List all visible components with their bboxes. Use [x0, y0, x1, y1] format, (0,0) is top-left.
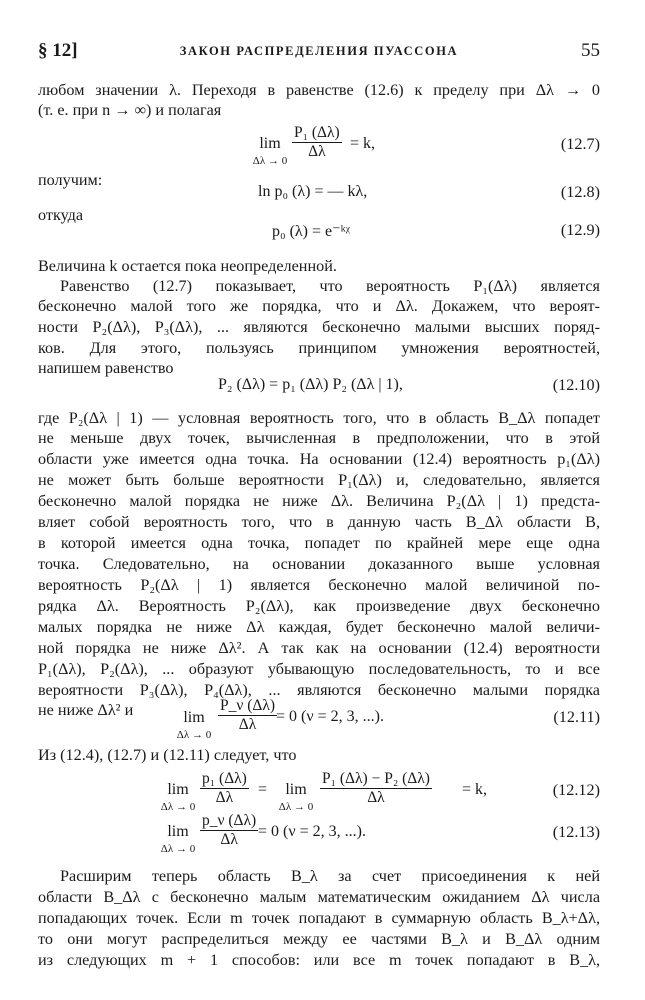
text-line: рядка Δλ. Вероятность P₂(Δλ), как произведение двух бесконечно	[38, 597, 600, 615]
text-line: области B_Δλ с бесконечно малым математическим ожиданием Δλ числа	[38, 888, 600, 906]
fraction: $\frac{\text{P₁ (Δλ) − P₂ (Δλ)}}{\Delta\lambda}$	[322, 770, 430, 806]
book-page: § 12] ЗАКОН РАСПРЕДЕЛЕНИЯ ПУАССОНА 55 любом значении λ. Переходя в равенстве (12.6) к пределу при Δλ → 0 (т. е. при n → ∞) и полагая lim Δλ → 0 $\frac{\text{P₁ (Δλ)}}{\Delta\lambda}$ = k, (12.7) получим: ln p₀ (λ) = — kλ, (12.8) откуда p₀ (λ) = e⁻ᵏᵡ (12.9) Величина k остается пока неопределенной. Равенство (12.7) показывает, что вероятность P₁(Δλ) является бесконечно малой того же порядка, что и Δλ. Докажем, что вероят- ности P₂(Δλ), P₃(Δλ), ... являются бесконечно малыми высших поряд- ков. Для этого, пользуясь принципом умножения вероятностей, напишем равенство P₂ (Δλ) = p₁ (Δλ) P₂ (Δλ | 1), (12.10) где P₂(Δλ | 1) — условная вероятность того, что в область B_Δλ попадет не меньше двух точек, вычисленная в предположении, что в этой области уже имеется одна точка. На основании (12.4) вероятность p₁(Δλ) не может быть больше вероятности P₁(Δλ) и, следовательно, является бесконечно малой порядка не ниже Δλ. Величина P₂(Δλ | 1) предста- вляет собой вероятность того, что в данную часть B_Δλ области B, в которой имеется одна точка, попадет по крайней мере еще одна точка. Следовательно, на основании доказанного выше условная вероятность P₂(Δλ | 1) является бесконечно малой величиной по- рядка Δλ. Вероятность P₂(Δλ), как произведение двух бесконечно малых порядка не ниже Δλ каждая, будет бесконечно малой величи- ной порядка не ниже Δλ². А так как на основании (12.4) вероятности P₁(Δλ), P₂(Δλ), ... образуют убывающую последовательность, то и все вероятности P₃(Δλ), P₄(Δλ), ... являются бесконечно малыми порядка не ниже Δλ² и lim Δλ → 0 $\frac{P\_\nu (\Delta\lambda)}{\Delta\lambda}$ = 0 (ν = 2, 3, ...). (12.11) Из (12.4), (12.7) и (12.11) следует, что lim Δλ → 0 $\frac{\text{p₁ (Δλ)}}{\Delta\lambda}$ = lim Δλ → 0 $\frac{\text{P₁ (Δλ) − P₂ (Δλ)}}{\Delta\lambda}$ = k, (12.12) lim Δλ → 0 $\frac{p\_\nu (\Delta\lambda)}{\Delta\lambda}$ = 0 (ν = 2, 3, ...). (12.13) Расширим теперь область B_λ за счет присоединения к ней области B_Δλ с бесконечно малым математическим ожиданием Δλ числа попадающих точек. Если m точек попадают в суммарную область B_λ+Δλ, то они могут распределиться между ее частями B_λ и B_Δλ одним из следующих m + 1 способов: или все m точек попадают в B_λ,	[38, 40, 600, 969]
text-line: области уже имеется одна точка. На основании (12.4) вероятность p₁(Δλ)	[38, 450, 600, 468]
fraction: $\frac{\text{p₁ (Δλ)}}{\Delta\lambda}$	[202, 770, 247, 806]
text-line: в которой имеется одна точка, попадет по крайней мере еще одна	[38, 534, 600, 552]
text-line: Расширим теперь область B_λ за счет присоединения к ней	[60, 867, 600, 885]
text-line: напишем равенство	[38, 359, 174, 377]
text-line: вляет собой вероятность того, что в данную часть B_Δλ области B,	[38, 513, 600, 531]
equation-number: (12.13)	[552, 823, 600, 841]
text-line: P₁(Δλ), P₂(Δλ), ... образуют убывающую последовательность, то и все	[38, 660, 600, 678]
text-line: получим:	[38, 171, 103, 189]
text-line: откуда	[38, 206, 84, 224]
text-line: где P₂(Δλ | 1) — условная вероятность того, что в область B_Δλ попадет	[38, 409, 600, 427]
text-line: не меньше двух точек, вычисленная в предположении, что в этой	[38, 429, 600, 447]
running-title: ЗАКОН РАСПРЕДЕЛЕНИЯ ПУАССОНА	[179, 44, 459, 58]
text-line: попадающих точек. Если m точек попадают в суммарную область B_λ+Δλ,	[38, 909, 600, 927]
limit-operator: lim Δλ → 0	[278, 781, 314, 813]
text-line: Величина k остается пока неопределенной.	[38, 257, 337, 275]
equation-number: (12.11)	[553, 708, 600, 726]
text-line: любом значении λ. Переходя в равенстве (12.6) к пределу при Δλ → 0	[38, 81, 600, 99]
text-line: не ниже Δλ² и	[38, 701, 134, 719]
page-number: 55	[581, 40, 600, 61]
text-line: ности P₂(Δλ), P₃(Δλ), ... являются бесконечно малыми высших поряд-	[38, 318, 600, 336]
page-header	[38, 40, 600, 64]
limit-operator: lim Δλ → 0	[160, 823, 196, 855]
text-line: из следующих m + 1 способов: или все m точек попадают в B_λ,	[38, 951, 600, 969]
section-number: § 12]	[38, 40, 78, 61]
text-line: Из (12.4), (12.7) и (12.11) следует, что	[38, 746, 297, 764]
text-line: Равенство (12.7) показывает, что вероятность P₁(Δλ) является	[60, 277, 600, 295]
text-line: ной порядка не ниже Δλ². А так как на основании (12.4) вероятности	[38, 639, 600, 657]
text-line: ков. Для этого, пользуясь принципом умножения вероятностей,	[38, 339, 600, 357]
fraction: $\frac{p\_\nu (\Delta\lambda)}{\Delta\lambda}$	[202, 812, 257, 848]
text-line: (т. е. при n → ∞) и полагая	[38, 101, 222, 119]
limit-operator: lim Δλ → 0	[252, 135, 288, 167]
fraction: $\frac{P\_\nu (\Delta\lambda)}{\Delta\lambda}$	[220, 697, 276, 733]
text-line: бесконечно малой порядка не ниже Δλ. Величина P₂(Δλ | 1) предста-	[38, 492, 600, 510]
equation-number: (12.8)	[560, 183, 600, 201]
text-line: бесконечно малой того же порядка, что и Δλ. Докажем, что вероят-	[38, 297, 600, 315]
equation-number: (12.10)	[552, 376, 600, 394]
text-line: не может быть больше вероятности P₁(Δλ) и, следовательно, является	[38, 471, 600, 489]
equation-number: (12.9)	[560, 221, 600, 239]
text-line: то они могут распределиться между ее частями B_λ и B_Δλ одним	[38, 930, 600, 948]
fraction: $\frac{\text{P₁ (Δλ)}}{\Delta\lambda}$	[294, 124, 340, 160]
equation-number: (12.7)	[560, 135, 600, 153]
text-line: вероятности P₃(Δλ), P₄(Δλ), ... являются бесконечно малыми порядка	[38, 681, 600, 699]
text-line: малых порядка не ниже Δλ каждая, будет бесконечно малой величи-	[38, 618, 600, 636]
text-line: точка. Следовательно, на основании доказанного выше условная	[38, 555, 600, 573]
equation-number: (12.12)	[552, 781, 600, 799]
limit-operator: lim Δλ → 0	[176, 709, 212, 741]
limit-operator: lim Δλ → 0	[160, 781, 196, 813]
text-line: вероятность P₂(Δλ | 1) является бесконечно малой величиной по-	[38, 576, 600, 594]
